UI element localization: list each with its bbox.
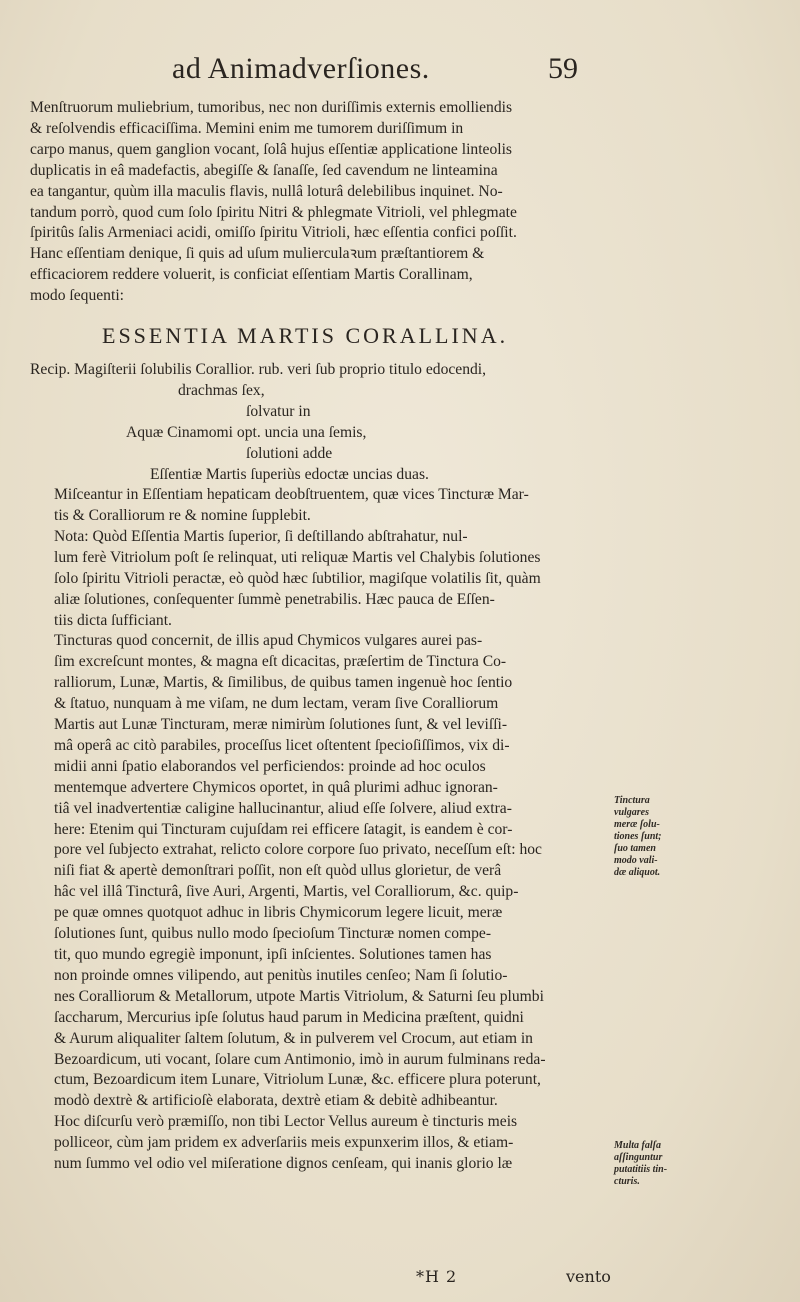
margin-note-multa-falsa — [614, 1140, 680, 1188]
recipe-line: Aquæ Cinamomi opt. uncia una ſemis, — [126, 424, 367, 442]
margin-note-line: vulgares — [614, 807, 649, 818]
main-text — [30, 98, 612, 1175]
text-line: pe quæ omnes quotquot adhuc in libris Chymicorum legere licuit, meræ — [54, 904, 503, 922]
text-line: non proinde omnes vilipendo, aut penitùs inutiles cenſeo; Nam ſi ſolutio- — [54, 966, 508, 984]
text-line: Hoc diſcurſu verò præmiſſo, non tibi Lector Vellus aureum è tincturis meis — [54, 1113, 518, 1131]
section-title: ESSENTIA MARTIS CORALLINA. — [102, 323, 509, 349]
text-line: efficaciorem reddere voluerit, is conficiat eſſentiam Martis Corallinam, — [30, 266, 473, 284]
margin-note-line: ſuo tamen — [614, 843, 656, 854]
margin-note-line: modo vali- — [614, 855, 658, 866]
text-line: Hanc eſſentiam denique, ſi quis ad uſum mulierculaꝛum præſtantiorem & — [30, 245, 485, 263]
paragraph-4 — [30, 631, 612, 1175]
text-line: ſolutiones ſunt, quibus nullo modo ſpecioſum Tincturæ nomen compe- — [54, 925, 492, 943]
text-line: ſaccharum, Mercurius ipſe ſolutus haud parum in Medicina præſtent, quidni — [54, 1008, 524, 1026]
text-line: Miſceantur in Eſſentiam hepaticam deobſtruentem, quæ vices Tincturæ Mar- — [54, 486, 529, 504]
recipe-line: Recip. Magiſterii ſolubilis Corallior. rub. veri ſub proprio titulo edocendi, — [30, 361, 487, 379]
text-line: & reſolvendis efficaciſſima. Memini enim me tumorem duriſſimum in — [30, 119, 464, 137]
margin-note-line: meræ ſolu- — [614, 819, 660, 830]
text-line: modò dextrè & artificioſè elaborata, dextrè etiam & debitè adhibeantur. — [54, 1092, 498, 1110]
margin-note-tinctura — [614, 795, 680, 879]
recipe-line: Eſſentiæ Martis ſuperiùs edoctæ uncias duas. — [150, 466, 429, 484]
text-line: tiis dicta ſufficiant. — [54, 611, 172, 629]
text-line: pore vel ſubjecto extrahat, relicto colore corpore ſuo privato, neceſſum eſt: hoc — [54, 841, 542, 859]
text-line: tandum porrò, quod cum ſolo ſpiritu Nitri & phlegmate Vitrioli, vel phlegmate — [30, 203, 517, 221]
recipe-line: ſolutioni adde — [246, 445, 333, 463]
catchword: vento — [566, 1267, 611, 1286]
margin-note-line: cturis. — [614, 1176, 640, 1187]
text-line: Menſtruorum muliebrium, tumoribus, nec non duriſſimis externis emolliendis — [30, 99, 513, 116]
text-line: tit, quo mundo egregiè imponunt, ipſi inſcientes. Solutiones tamen has — [54, 946, 492, 963]
text-line: lum ferè Vitriolum poſt ſe relinquat, uti reliquæ Martis vel Chalybis ſolutiones — [54, 548, 541, 566]
text-line: Martis aut Lunæ Tincturam, meræ nimirùm ſolutiones ſunt, & vel leviſſi- — [54, 716, 508, 734]
paragraph-3 — [30, 527, 612, 632]
recipe — [30, 359, 612, 485]
text-line: ſolo ſpiritu Vitrioli peractæ, eò quòd hæc ſubtilior, magiſque volatilis ſit, quàm — [54, 569, 541, 587]
text-line: tiâ vel inadvertentiæ caligine hallucinantur, aliud eſſe ſolvere, aliud extra- — [54, 799, 512, 817]
recipe-line: drachmas ſex, — [178, 382, 265, 400]
page-header — [0, 52, 800, 96]
margin-note-line: putatitiis tin- — [614, 1164, 668, 1175]
text-line: mentemque advertere Chymicos oportet, in quâ plurimi adhuc ignoran- — [54, 778, 498, 796]
margin-note-line: aſſinguntur — [614, 1152, 663, 1163]
text-line: ctum, Bezoardicum item Lunare, Vitriolum Lunæ, &c. efficere plura poterunt, — [54, 1071, 541, 1089]
margin-note-line: Tinctura — [614, 795, 650, 806]
margin-note-line: Multa falſa — [614, 1140, 661, 1151]
text-line: num ſummo vel odio vel miſeratione dignos cenſeam, qui inanis glorio læ — [54, 1155, 513, 1173]
text-line: Tincturas quod concernit, de illis apud Chymicos vulgares aurei pas- — [54, 632, 483, 650]
text-line: mâ operâ ac citò parabiles, proceſſus licet oſtentent ſpecioſiſſimos, vix di- — [54, 736, 510, 754]
text-line: & ſtatuo, nunquam à me viſam, ne dum lectam, veram ſive Coralliorum — [54, 695, 499, 713]
text-line: niſi fiat & apertè demonſtrari poſſit, non eſt quòd ullus glorietur, de verâ — [54, 862, 502, 880]
text-line: modo ſequenti: — [30, 287, 124, 305]
margin-note-line: tiones ſunt; — [614, 831, 662, 842]
text-line: ea tangantur, quùm illa maculis flavis, nullâ loturâ delebilibus inquinet. No- — [30, 182, 503, 200]
text-line: here: Etenim qui Tincturam cujuſdam rei efficere ſatagit, is eandem è cor- — [54, 820, 513, 838]
text-line: polliceor, cùm jam pridem ex adverſariis meis expunxerim illos, & etiam- — [54, 1134, 514, 1152]
recipe-line: ſolvatur in — [246, 403, 311, 421]
text-line: Nota: Quòd Eſſentia Martis ſuperior, ſi deſtillando abſtrahatur, nul- — [54, 527, 468, 545]
text-line: ſpiritûs ſalis Armeniaci acidi, omiſſo ſpiritu Vitrioli, hæc eſſentia confici poſſit. — [30, 224, 517, 242]
paragraph-1 — [30, 98, 612, 307]
signature-mark: *H 2 — [416, 1267, 458, 1286]
text-line: midii anni ſpatio elaborandos vel perficiendos: proinde ad hoc oculos — [54, 757, 486, 775]
text-line: ralliorum, Lunæ, Martis, & ſimilibus, de quibus tamen ingenuè hoc ſentio — [54, 674, 513, 692]
text-line: carpo manus, quem ganglion vocant, ſolâ hujus eſſentiæ applicatione linteolis — [30, 140, 512, 158]
paragraph-2 — [30, 485, 612, 527]
text-line: tis & Coralliorum re & nomine ſupplebit. — [54, 506, 311, 524]
margin-note-line: dæ aliquot. — [614, 867, 661, 878]
page-number: 59 — [548, 52, 578, 85]
text-line: ſim excreſcunt montes, & magna eſt dicacitas, præſertim de Tinctura Co- — [54, 653, 507, 671]
running-head: ad Animadverſiones. — [172, 52, 430, 85]
text-line: Bezoardicum, uti vocant, ſolare cum Antimonio, imò in aurum fulminans reda- — [54, 1050, 546, 1068]
text-line: nes Coralliorum & Metallorum, utpote Martis Vitriolum, & Saturni ſeu plumbi — [54, 987, 544, 1005]
text-line: duplicatis in eâ madefactis, abegiſſe & ſanaſſe, ſed cavendum ne linteamina — [30, 161, 498, 179]
text-line: & Aurum aliqualiter ſaltem ſolutum, & in pulverem vel Crocum, aut etiam in — [54, 1029, 533, 1047]
text-line: aliæ ſolutiones, conſequenter ſummè penetrabilis. Hæc pauca de Eſſen- — [54, 590, 495, 608]
text-line: hâc vel illâ Tincturâ, ſive Auri, Argenti, Martis, vel Coralliorum, &c. quip- — [54, 883, 519, 901]
